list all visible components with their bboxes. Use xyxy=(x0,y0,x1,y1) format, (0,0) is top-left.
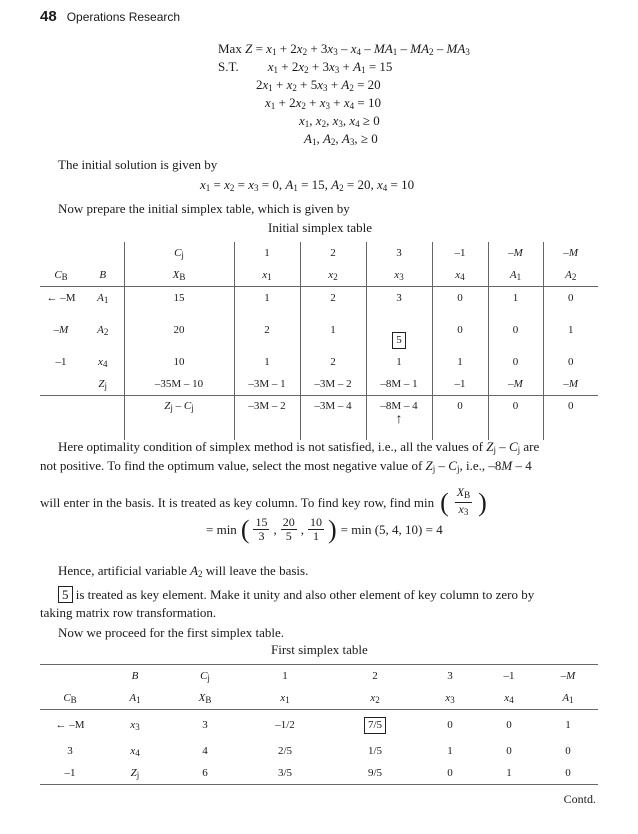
table-row: –M $A_2$ 20 2 1 5 0 0 1 xyxy=(40,309,598,351)
key-element-text: 5 is treated as key element. Make it unity and also other element of key column to zero by xyxy=(58,586,534,604)
b-header: B xyxy=(99,269,107,281)
contd-label: Contd. xyxy=(563,792,596,806)
running-title: Operations Research xyxy=(66,10,181,24)
page-number: 48 xyxy=(40,8,57,25)
para-optimality-2: not positive. To find the optimum value, select the most negative value of $Z_j - C_j$, i.e., –8M – 4 xyxy=(40,458,532,474)
zj-cj-row: $Z_j - C_j$ –3M – 2 –3M – 4 –8M – 4 ↑ 0 0 0 xyxy=(40,396,598,441)
cj-header: $C_j$ xyxy=(124,242,234,264)
cj-value: –M xyxy=(488,242,543,264)
first-table-caption: First simplex table xyxy=(271,642,368,657)
table-row: 3 $x_4$ 4 2/5 1/5 1 0 0 xyxy=(67,744,571,758)
objective-function: Max $Z = x_1 + 2x_2 + 3x_3 - x_4 - MA_1 - MA_2 - MA_3$ xyxy=(218,41,470,57)
constraint-2: $2x_1 + x_2 + 5x_3 + A_2 = 20$ xyxy=(256,77,381,93)
cj-value: 2 xyxy=(300,242,366,264)
pivot-element-box: 7/5 xyxy=(364,717,386,734)
para-optimality-3: will enter in the basis. It is treated as key column. To find key row, find min ( $\frac{X_B}{x_3}$ ) xyxy=(40,485,487,517)
table-row: ← –M $x_3$ 3 –1/2 7/5 0 0 1 xyxy=(40,710,598,741)
initial-solution-eq: $x_1 = x_2 = x_3 = 0$, $A_1 = 15$, $A_2 = 20$, $x_4 = 10$ xyxy=(200,177,415,193)
table-row: ← –M $A_1$ 15 1 2 3 0 1 0 xyxy=(40,287,598,310)
min-ratio-eq: = min ( $\frac{15}{3}$ , $\frac{20}{5}$ , $\frac{10}{1}$ ) = min (5, 4, 10) = 4 xyxy=(206,514,443,544)
page-header xyxy=(40,8,180,25)
table-row: –1 $x_4$ 10 1 2 1 1 0 0 xyxy=(40,351,598,373)
cj-value: –1 xyxy=(432,242,488,264)
initial-table-caption: Initial simplex table xyxy=(268,220,372,235)
key-element-text-2: taking matrix row transformation. xyxy=(40,605,217,620)
prepare-table-text: Now prepare the initial simplex table, which is given by xyxy=(58,201,350,216)
arrow-up-icon: ↑ xyxy=(395,412,403,427)
initial-solution-intro: The initial solution is given by xyxy=(58,157,218,172)
cb-header: $C_B$ xyxy=(54,268,68,282)
nonneg-a: $A_1$, $A_2$, $A_3$, ≥ 0 xyxy=(304,131,378,147)
table-row: –1 $Z_j$ 6 3/5 9/5 0 1 0 xyxy=(64,766,571,780)
lp-model xyxy=(218,40,538,148)
constraint-1: S.T. $x_1 + 2x_2 + 3x_3 + A_1 = 15$ xyxy=(218,59,393,75)
cj-value: 3 xyxy=(366,242,432,264)
proceed-text: Now we proceed for the first simplex table. xyxy=(58,625,284,640)
key-element-box: 5 xyxy=(392,332,406,349)
initial-simplex-table: $C_j$ 1 2 3 –1 –M –M $C_B$ B $X_B$ $x_1$ $x_2$ $x_3$ $x_4$ $A_1$ $A_2$ ← –M $A_1$ 15 1 2 3 0 1 0 –M $A_2$ 20 2 1 5 0 0 1 –1 $x_4$ 10 1 2 1 1 0 0 $Z_j$ –35M – 10 –3M – 1 –3M – 2 –8M – 1 –1 –M –M $Z_j - C_j$ –3M – 2 –3M – 4 –8M – 4 ↑ 0 0 0 xyxy=(40,242,598,440)
xb-header: $X_B$ xyxy=(124,264,234,287)
cj-value: 1 xyxy=(234,242,300,264)
para-optimality-1: Here optimality condition of simplex method is not satisfied, i.e., all the values of $Z_j - C_j$ are xyxy=(58,439,540,455)
key-element-box: 5 xyxy=(58,586,73,603)
nonneg-x: $x_1$, $x_2$, $x_3$, $x_4 \ge 0$ xyxy=(299,113,380,129)
hence-text: Hence, artificial variable $A_2$ will leave the basis. xyxy=(58,563,309,579)
zj-row: $Z_j$ –35M – 10 –3M – 1 –3M – 2 –8M – 1 –1 –M –M xyxy=(40,373,598,396)
first-simplex-table: B $C_j$ 1 2 3 –1 –M $C_B$ $A_1$ $X_B$ $x_1$ $x_2$ $x_3$ $x_4$ $A_1$ ← –M $x_3$ 3 –1/2 7/5 0 0 1 3 $x_4$ 4 2/5 1/5 1 0 0 –1 $Z_j$ 6 3/5 9/5 0 1 0 xyxy=(40,664,598,789)
constraint-3: $x_1 + 2x_2 + x_3 + x_4 = 10$ xyxy=(265,95,381,111)
cj-value: –M xyxy=(543,242,598,264)
